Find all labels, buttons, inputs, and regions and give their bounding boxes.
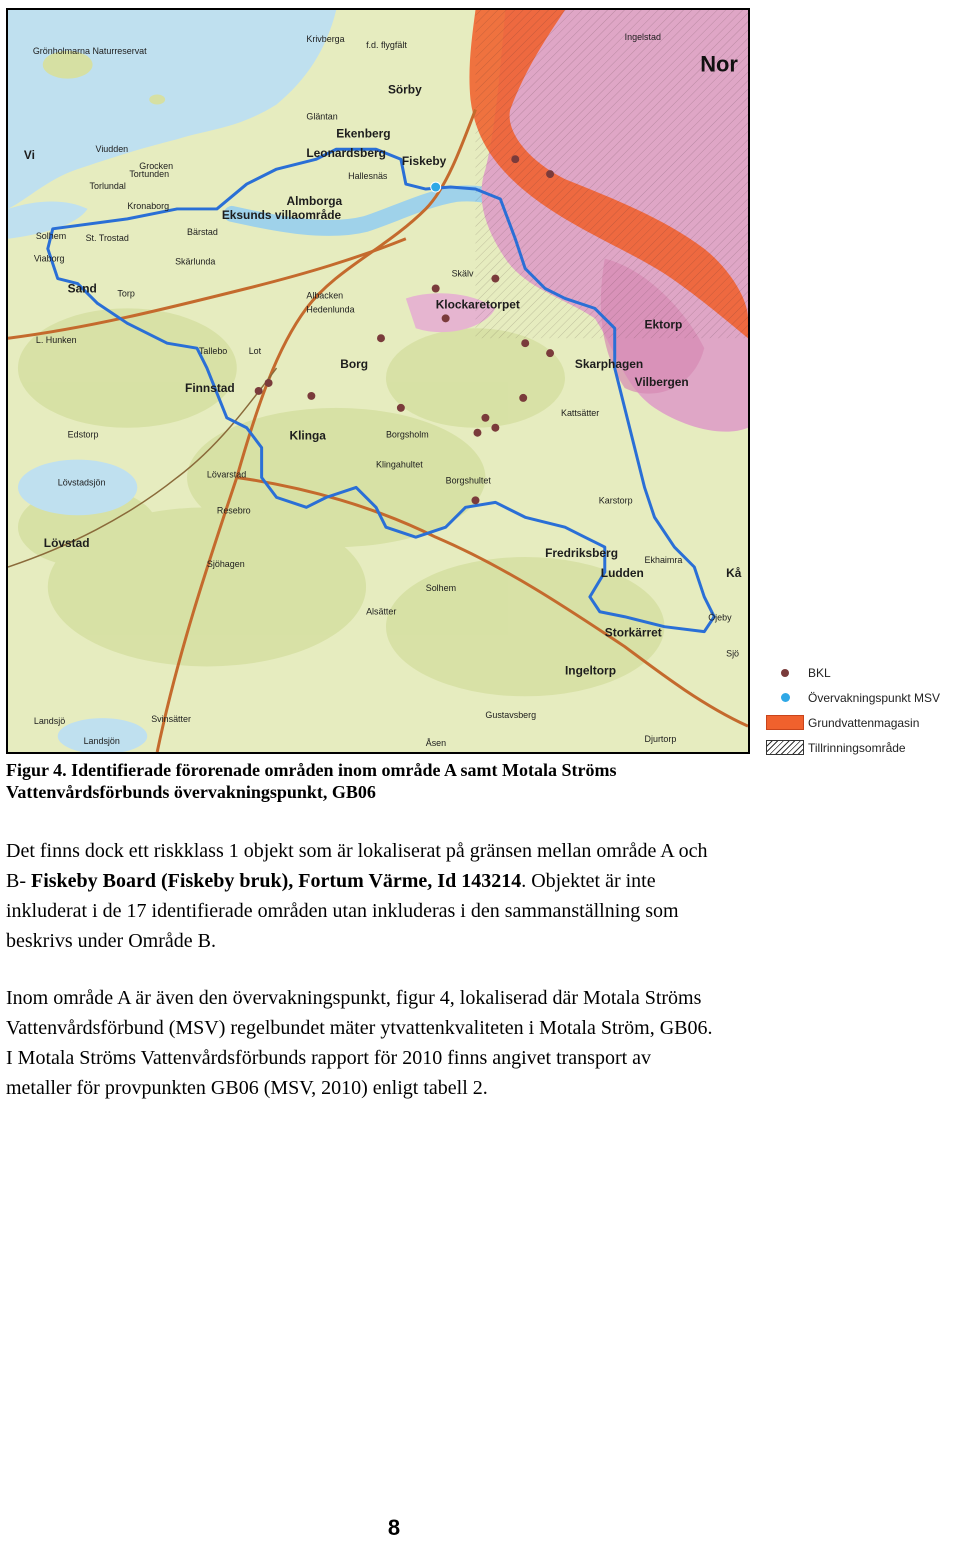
map-label: Vilbergen [634, 374, 689, 389]
map-label: Ekhaimra [644, 555, 683, 566]
map-label: Solhem [35, 230, 67, 241]
paragraph-risk-object [6, 836, 956, 956]
bkl-point [491, 424, 499, 432]
map-label: Solhem [425, 582, 457, 593]
map-label: Bärstad [187, 226, 218, 237]
map-label: Eksunds villaområde [221, 207, 342, 222]
map-label: Tallebo [198, 346, 228, 357]
map-label: Ektorp [644, 317, 683, 332]
paragraph-monitoring [6, 983, 956, 1103]
bkl-point [546, 349, 554, 357]
map-label: Landsjön [83, 736, 120, 747]
map-label: Almborga [286, 193, 343, 208]
paragraph-line: Det finns dock ett riskklass 1 objekt som är lokaliserat på gränsen mellan område A och [6, 840, 708, 862]
map-label: Ekenberg [336, 126, 391, 141]
paragraph-line: inkluderat i de 17 identifierade områden utan inkluderas i den sammanställning som [6, 900, 679, 922]
map-legend [762, 660, 958, 760]
map-label: Karstorp [598, 495, 633, 506]
paragraph-line: I Motala Ströms Vattenvårdsförbunds rapport för 2010 finns angivet transport av [6, 1047, 652, 1069]
legend-label: Övervakningspunkt MSV [808, 690, 941, 705]
map-label: Nor [700, 51, 738, 77]
map-label: Svinsätter [151, 714, 191, 725]
legend-symbol [762, 664, 808, 682]
msv-dot-icon [781, 693, 790, 702]
bkl-point [491, 275, 499, 283]
map-label: Sjö [726, 648, 740, 659]
legend-label: Grundvattenmagasin [808, 715, 920, 730]
map-label: Sand [67, 281, 97, 296]
map-label: Lövstad [43, 536, 90, 551]
map-label: f.d. flygfält [366, 39, 407, 50]
map-label: Gläntan [306, 111, 338, 122]
map-label: Hallesnäs [348, 171, 388, 182]
figure-caption [6, 759, 766, 803]
legend-label: Tillrinningsområde [808, 740, 906, 755]
map-label: Albacken [306, 290, 344, 301]
bkl-point [521, 339, 529, 347]
map-figure [6, 8, 750, 754]
map-label: Fiskeby [401, 154, 447, 169]
hatched-swatch-icon [766, 740, 804, 755]
paragraph-line: Vattenvårdsförbund (MSV) regelbundet mäter ytvattenkvaliteten i Motala Ström, GB06. [6, 1017, 713, 1039]
map-label: Landsjö [33, 716, 66, 727]
map-label: Ingelstad [624, 31, 661, 42]
map-label: Klockaretorpet [435, 297, 520, 312]
grundvatten-swatch-icon [766, 715, 804, 730]
map-label: Viudden [95, 144, 129, 155]
map-label: Fredriksberg [545, 546, 618, 561]
map-label: Borgsholm [385, 429, 429, 440]
text-run: . Objektet är inte [521, 870, 656, 892]
legend-item-bkl [762, 660, 958, 685]
map-label: Torp [117, 288, 135, 299]
caption-line: Figur 4. Identifierade förorenade områden inom område A samt Motala Ströms [6, 760, 617, 780]
map-label: Grocken [139, 161, 174, 172]
map-label: Sörby [387, 82, 422, 97]
island [149, 95, 165, 105]
legend-item-grundvatten [762, 710, 958, 735]
bkl-point [511, 155, 519, 163]
legend-symbol [762, 689, 808, 707]
legend-symbol [762, 739, 808, 757]
map-label: Lövstadsjön [57, 477, 106, 488]
map-label: Vi [23, 148, 35, 163]
legend-item-msv [762, 685, 958, 710]
map-label: Sjöhagen [206, 558, 245, 569]
bkl-point [481, 414, 489, 422]
map-label: Gustavsberg [485, 710, 537, 721]
text-run: B- [6, 870, 31, 892]
bkl-point [255, 387, 263, 395]
map-label: Djurtorp [644, 734, 677, 745]
legend-item-tillrinning [762, 735, 958, 760]
bkl-point [265, 379, 273, 387]
map-label: Viaborg [33, 253, 65, 264]
bkl-point [397, 404, 405, 412]
map-canvas [8, 10, 748, 752]
bkl-point [473, 429, 481, 437]
bkl-point [471, 496, 479, 504]
legend-label: BKL [808, 665, 831, 680]
map-label: Skälv [451, 268, 474, 279]
map-label: Lot [248, 346, 262, 357]
bkl-point [546, 170, 554, 178]
bkl-point [307, 392, 315, 400]
object-name-bold: Fiskeby Board (Fiskeby bruk), Fortum Värme, Id 143214 [31, 870, 522, 892]
map-label: Hedenlunda [306, 304, 355, 315]
map-label: Ingeltorp [564, 663, 616, 678]
map-label: Torlundal [89, 181, 126, 192]
map-label: Kronaborg [127, 200, 170, 211]
paragraph-line: metaller för provpunkten GB06 (MSV, 2010) enligt tabell 2. [6, 1077, 488, 1099]
map-label: Storkärret [604, 625, 662, 640]
map-label: Kå [726, 565, 742, 580]
map-label: Skarphagen [574, 357, 644, 372]
caption-line: Vattenvårdsförbunds övervakningspunkt, GB06 [6, 782, 376, 802]
map-label: L. Hunken [35, 335, 77, 346]
msv-monitoring-point-gb06 [431, 182, 441, 192]
page-number: 8 [387, 1515, 401, 1540]
bkl-dot-icon [781, 669, 789, 677]
paragraph-line [6, 866, 956, 896]
map-label: Åsen [425, 738, 447, 749]
map-label: Öjeby [708, 612, 732, 623]
map-label: Tortunden [129, 169, 170, 180]
map-label: Ludden [600, 565, 644, 580]
legend-symbol [762, 714, 808, 732]
bkl-point [432, 285, 440, 293]
map-label: Klingahultet [376, 459, 423, 470]
map-label: Edstorp [67, 429, 99, 440]
bkl-point [519, 394, 527, 402]
paragraph-line: Inom område A är även den övervakningspunkt, figur 4, lokaliserad där Motala Ströms [6, 987, 702, 1009]
map-label: Klinga [289, 428, 326, 443]
map-label: St. Trostad [85, 232, 129, 243]
map-label: Borgshultet [445, 475, 491, 486]
map-label: Kattsätter [561, 407, 600, 418]
map-label: Resebro [216, 505, 251, 516]
map-label: Borg [340, 357, 369, 372]
map-label: Grönholmarna Naturreservat [32, 45, 147, 56]
map-label: Leonardsberg [306, 146, 386, 161]
map-label: Krivberga [306, 33, 345, 44]
map-label: Alsätter [366, 606, 397, 617]
bkl-point [377, 334, 385, 342]
map-label: Lövarstad [206, 469, 247, 480]
map-label: Finnstad [185, 380, 235, 395]
map-label: Skärlunda [175, 256, 216, 267]
paragraph-line: beskrivs under Område B. [6, 930, 216, 952]
bkl-point [442, 314, 450, 322]
